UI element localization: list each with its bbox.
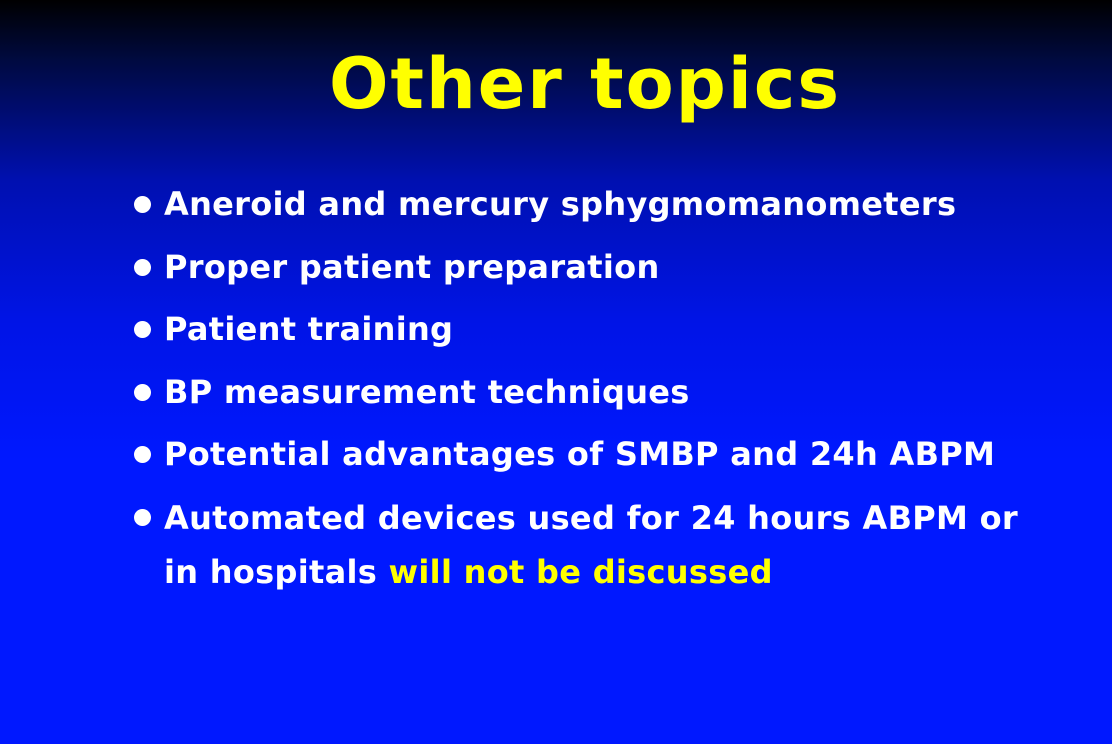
bullet-dot-icon <box>134 321 151 338</box>
bullet-dot-icon <box>134 384 151 401</box>
bullet-text-line1: Automated devices used for 24 hours ABPM or <box>164 498 1018 537</box>
bullet-item <box>134 428 1074 480</box>
bullet-list <box>134 178 1074 609</box>
bullet-text-highlight: will not be discussed <box>388 552 773 591</box>
bullet-dot-icon <box>134 196 151 213</box>
bullet-item <box>134 366 1074 418</box>
slide-title: Other topics <box>329 43 841 125</box>
bullet-text: Potential advantages of SMBP and 24h ABPM <box>164 435 996 473</box>
bullet-dot-icon <box>134 509 151 526</box>
bullet-text: Patient training <box>164 310 454 348</box>
bullet-item <box>134 178 1074 230</box>
bullet-item <box>134 241 1074 293</box>
bullet-item <box>134 303 1074 355</box>
bullet-dot-icon <box>134 259 151 276</box>
bullet-item <box>134 491 1074 599</box>
bullet-dot-icon <box>134 446 151 463</box>
bullet-text: Aneroid and mercury sphygmomanometers <box>164 185 957 223</box>
bullet-text: Proper patient preparation <box>164 247 660 286</box>
bullet-text-line2-prefix: in hospitals <box>164 552 378 591</box>
bullet-text: BP measurement techniques <box>164 372 690 411</box>
